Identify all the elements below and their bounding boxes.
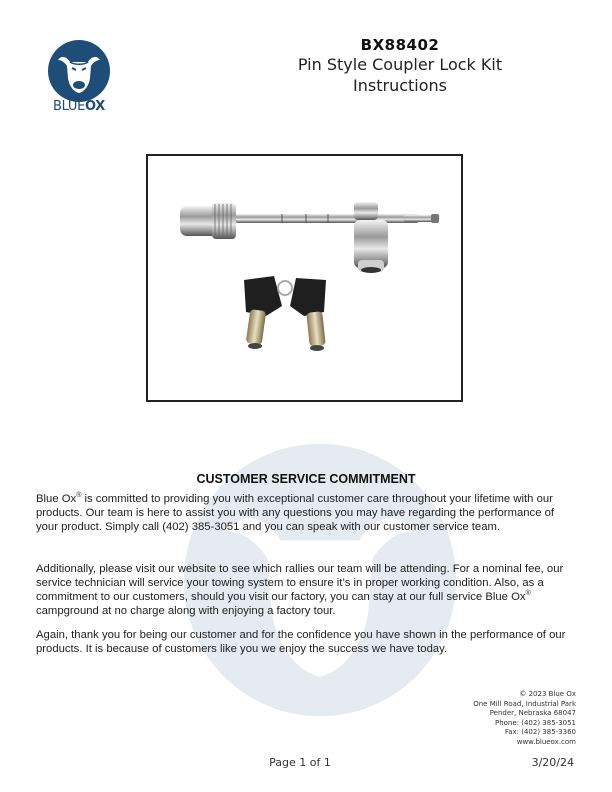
model-number: BX88402 [360, 36, 440, 54]
ox-head-icon [46, 38, 112, 104]
paragraph-3 [36, 628, 578, 656]
city: Pender, Nebraska 68047 [489, 709, 576, 718]
fax: Fax: (402) 385-3360 [504, 728, 576, 737]
product-photo [146, 154, 463, 402]
brand-wordmark [44, 99, 114, 114]
p2-start: Additionally, please visit our website to see which rallies our team will be attending. For a nominal fee, our service technician will service your towing system to ensure it’s in proper working condition. Also, as a commitment to our customers, should you visit our factory, you can stay at our full service Blue Ox [36, 563, 564, 603]
title-line-1: Pin Style Coupler Lock Kit [297, 55, 503, 74]
p1-rest: is committed to providing you with exceptional customer care throughout your lifetime with our products. Our team is here to assist you with any questions you may have regarding the performance of your product. Simply call (402) 385-3051 and you can speak with our customer service team. [36, 493, 555, 533]
company-address [473, 690, 576, 748]
paragraph-2 [36, 562, 578, 618]
document-header [250, 36, 550, 96]
p3-text: Again, thank you for being our customer and for the confidence you have shown in the performance of our products. It is because of customers like you we enjoy the success we have today. [36, 629, 566, 655]
p1-registered-mark: ® [76, 492, 82, 500]
wordmark-bold: OX [85, 99, 106, 114]
wordmark-light: BLUE [52, 99, 86, 114]
p1-start: Blue Ox [36, 493, 77, 505]
coupler-lock-with-keys-icon [148, 156, 461, 400]
p2-registered-mark: ® [525, 590, 531, 598]
section-title: CUSTOMER SERVICE COMMITMENT [196, 472, 416, 486]
street: One Mill Road, Industrial Park [473, 699, 576, 708]
document-date: 3/20/24 [531, 756, 574, 769]
copyright: © 2023 Blue Ox [519, 690, 576, 698]
p2-rest: campground at no charge along with enjoying a factory tour. [36, 605, 336, 617]
paragraph-1 [36, 492, 578, 534]
title-line-2: Instructions [353, 76, 447, 95]
phone: Phone: (402) 385-3051 [494, 718, 576, 727]
website-link[interactable]: www.blueox.com [516, 737, 576, 746]
page-number: Page 1 of 1 [269, 756, 331, 769]
